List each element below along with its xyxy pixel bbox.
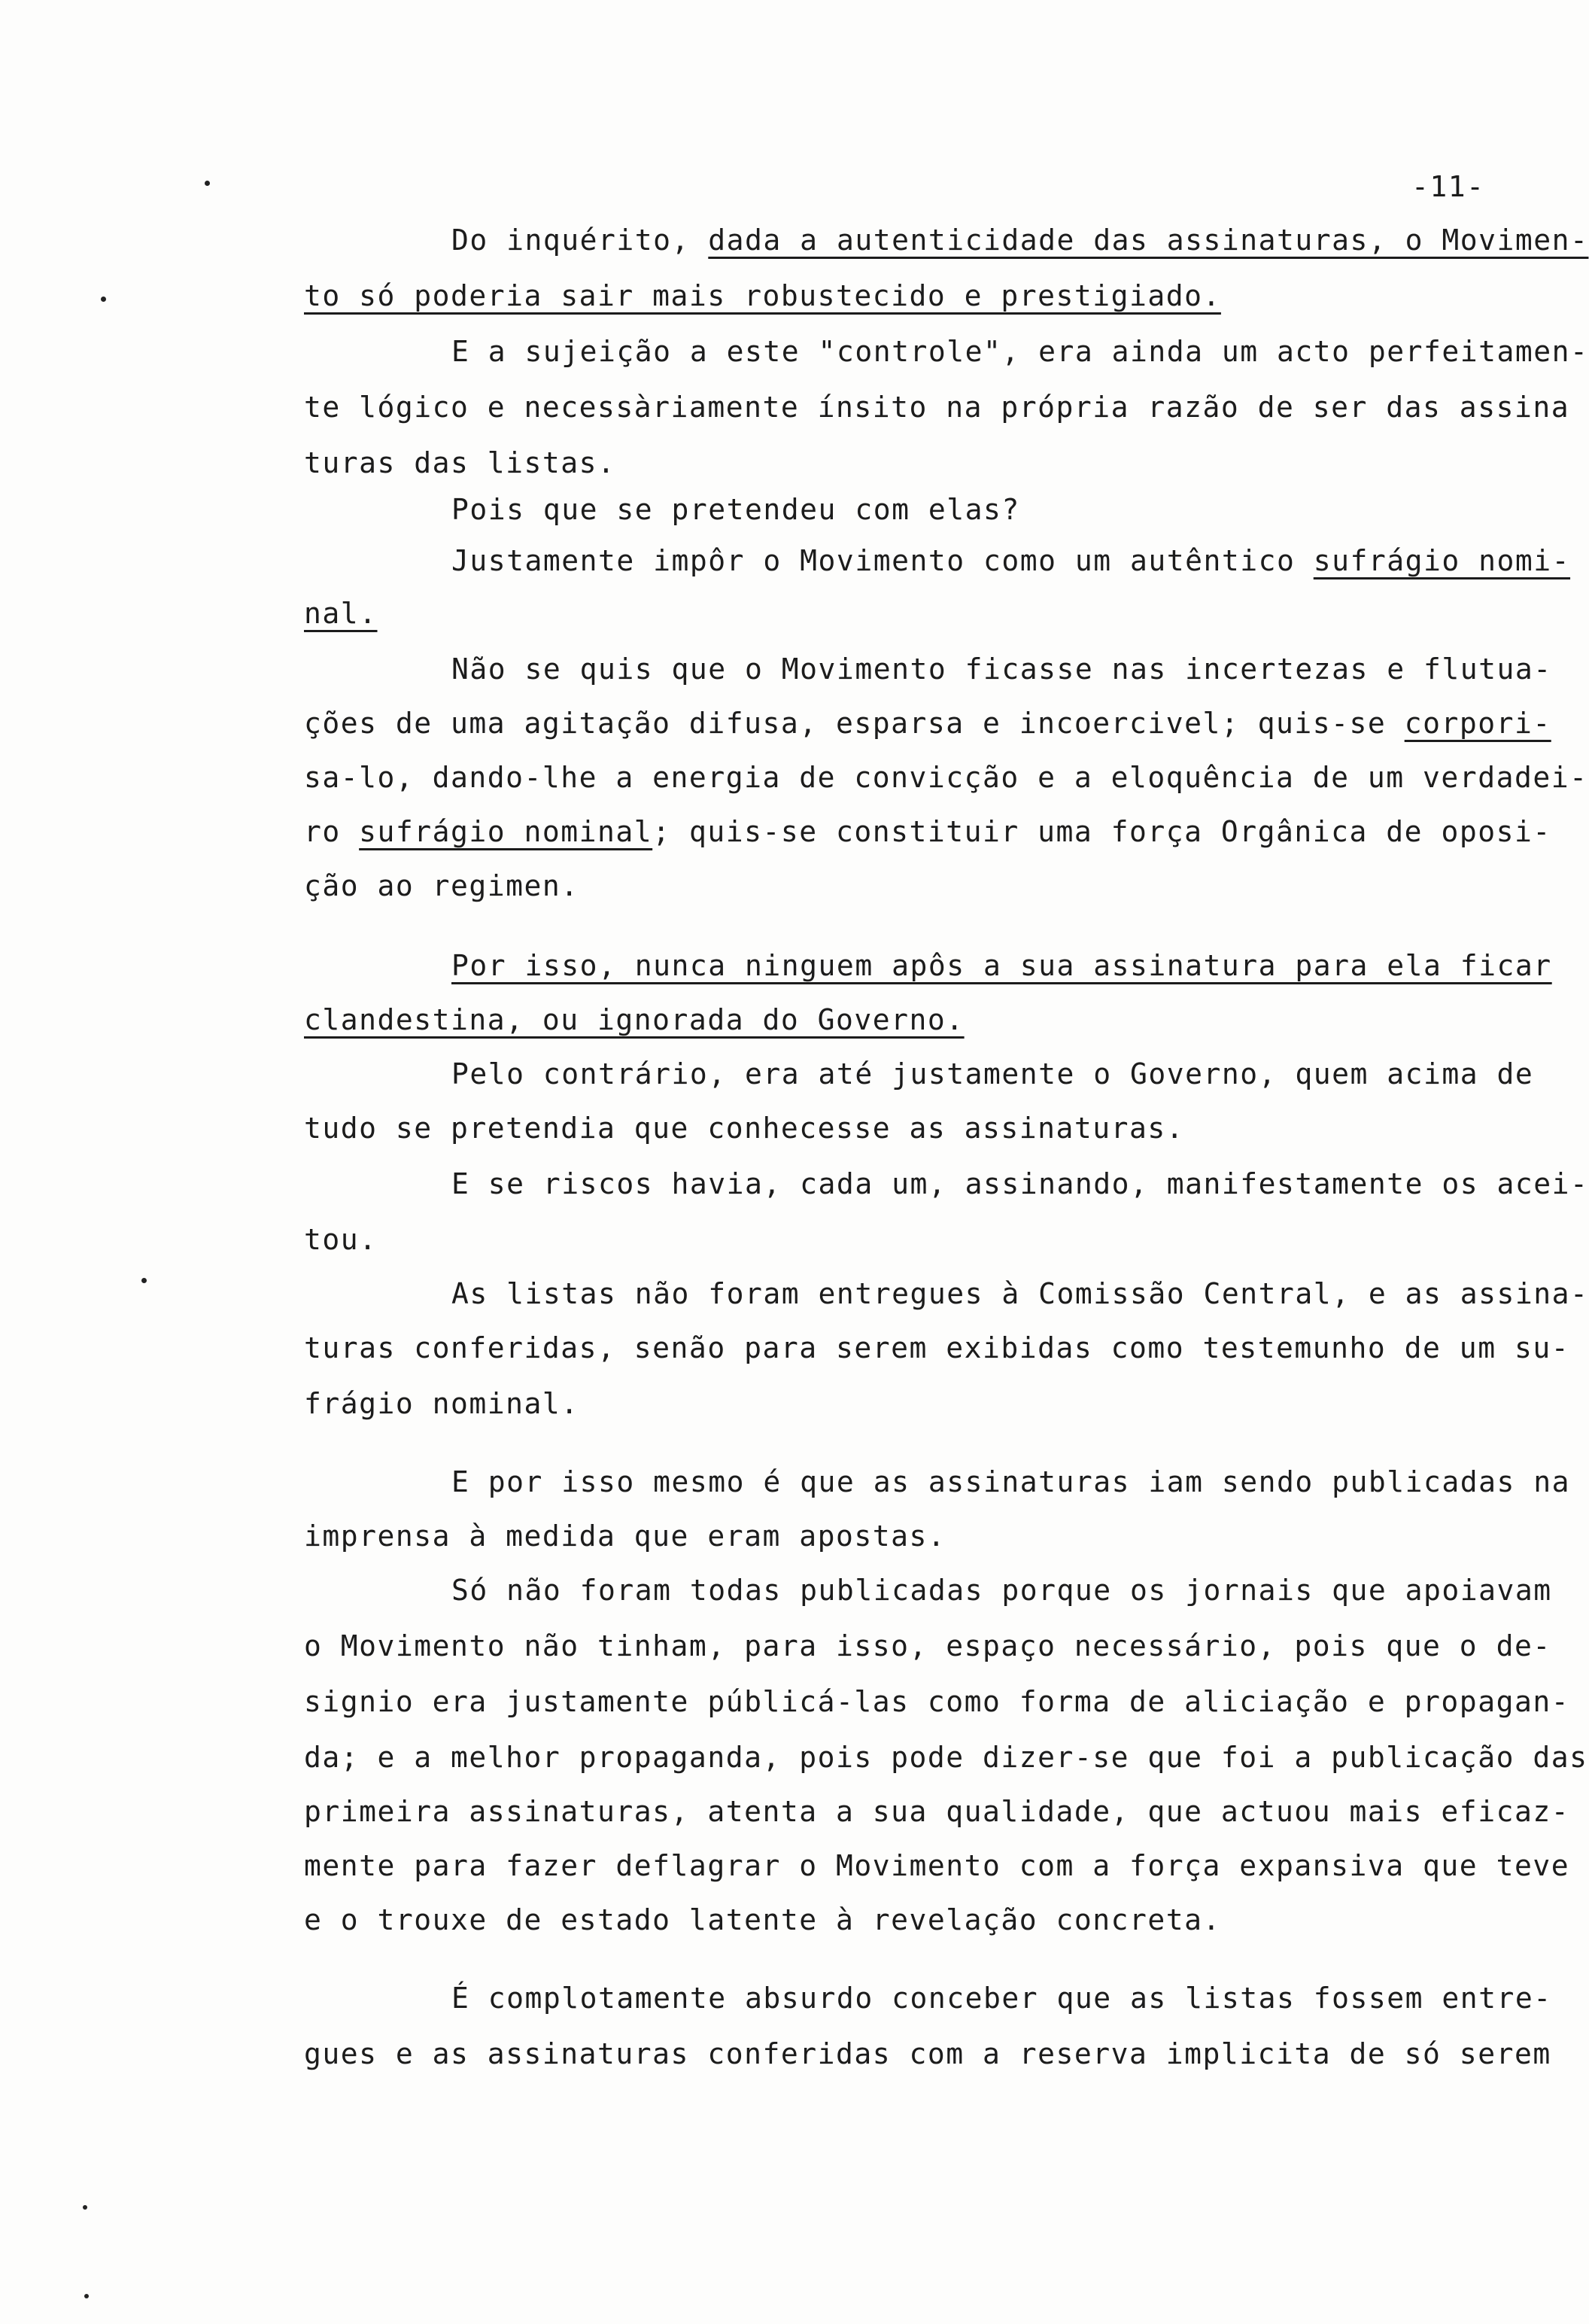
text-segment: signio era justamente públicá-las como forma de aliciação e propagan- <box>304 1685 1570 1718</box>
text-segment: E por isso mesmo é que as assinaturas iam sendo publicadas na <box>451 1465 1571 1498</box>
underlined-text: sufrágio nominal <box>359 815 653 848</box>
text-line <box>304 1005 965 1034</box>
scan-speck <box>141 1278 147 1283</box>
text-segment: Só não foram todas publicadas porque os jornais que apoiavam <box>451 1574 1552 1607</box>
text-segment: gues e as assinaturas conferidas com a reserva implicita de só serem <box>304 2037 1551 2070</box>
text-line <box>304 446 616 479</box>
text-line <box>304 281 1221 310</box>
underlined-text: nal. <box>304 597 378 630</box>
text-segment: ções de uma agitação difusa, esparsa e incoercivel; quis-se <box>304 707 1405 740</box>
text-segment: tou. <box>304 1223 378 1256</box>
text-line <box>304 1519 946 1553</box>
text-line <box>304 599 378 628</box>
text-line <box>451 1167 1589 1200</box>
text-line <box>451 1279 1588 1308</box>
text-line <box>304 1225 378 1254</box>
text-line <box>304 1389 579 1418</box>
text-line <box>304 1903 1221 1936</box>
underlined-text: Por isso, nunca ninguem apôs a sua assinatura para ela ficar <box>451 949 1552 982</box>
text-line <box>304 1851 1569 1880</box>
scan-speck <box>84 2294 89 2298</box>
text-line <box>304 391 1570 424</box>
text-segment: mente para fazer deflagrar o Movimento com a força expansiva que teve <box>304 1849 1570 1882</box>
text-line <box>451 1465 1571 1498</box>
text-line <box>451 1982 1552 2015</box>
text-line <box>451 652 1552 686</box>
text-line <box>304 763 1587 792</box>
text-segment: turas das listas. <box>304 446 616 479</box>
underlined-text: to só poderia sair mais robustecido e prestigiado. <box>304 279 1221 312</box>
text-segment: tudo se pretendia que conhecesse as assinaturas. <box>304 1112 1185 1145</box>
text-segment: sa-lo, dando-lhe a energia de convicção e a eloquência de um verdadei- <box>304 761 1588 794</box>
text-segment: E se riscos havia, cada um, assinando, manifestamente os acei- <box>451 1167 1589 1200</box>
text-segment: As listas não foram entregues à Comissão Central, e as assina- <box>451 1277 1589 1310</box>
text-segment: ro <box>304 815 360 848</box>
page-number: -11- <box>1411 170 1485 203</box>
text-segment: E a sujeição a este "controle", era ainda um acto perfeitamen- <box>451 335 1589 368</box>
text-line <box>451 1576 1552 1605</box>
text-line <box>304 1112 1185 1145</box>
text-segment: da; e a melhor propaganda, pois pode dizer-se que foi a publicação das <box>304 1741 1588 1774</box>
text-line <box>451 1057 1534 1091</box>
scan-speck <box>205 181 210 186</box>
text-segment: primeira assinaturas, atenta a sua qualidade, que actuou mais eficaz- <box>304 1795 1570 1828</box>
text-line <box>304 869 579 902</box>
text-segment: ; quis-se constituir uma força Orgânica de oposi- <box>652 815 1551 848</box>
text-line <box>451 495 1020 524</box>
text-line <box>304 1797 1569 1826</box>
text-segment: te lógico e necessàriamente ínsito na própria razão de ser das assina <box>304 391 1570 424</box>
text-segment: turas conferidas, senão para serem exibidas como testemunho de um su- <box>304 1331 1570 1364</box>
text-line <box>304 1629 1551 1662</box>
text-segment: Pois que se pretendeu com elas? <box>451 493 1020 526</box>
underlined-text: sufrágio nomi- <box>1313 544 1571 577</box>
text-line <box>304 2037 1551 2070</box>
text-segment: Pelo contrário, era até justamente o Governo, quem acima de <box>451 1057 1534 1091</box>
scan-speck <box>83 2205 87 2210</box>
text-line <box>451 224 1589 257</box>
text-line <box>451 546 1570 575</box>
text-line <box>304 1331 1570 1364</box>
text-line <box>304 1743 1587 1772</box>
text-line <box>451 951 1552 980</box>
text-line <box>304 709 1551 738</box>
text-line <box>304 1687 1569 1716</box>
text-segment: É complotamente absurdo conceber que as listas fossem entre- <box>451 1982 1552 2015</box>
text-segment: imprensa à medida que eram apostas. <box>304 1519 946 1553</box>
text-segment: e o trouxe de estado latente à revelação concreta. <box>304 1903 1221 1936</box>
underlined-text: corpori- <box>1404 707 1551 740</box>
text-segment: ção ao regimen. <box>304 869 579 902</box>
scan-speck <box>101 297 106 302</box>
text-segment: Justamente impôr o Movimento como um autêntico <box>451 544 1314 577</box>
text-line <box>304 817 1551 846</box>
text-segment: Do inquérito, <box>451 224 709 257</box>
text-segment: o Movimento não tinham, para isso, espaço necessário, pois que o de- <box>304 1629 1551 1662</box>
underlined-text: clandestina, ou ignorada do Governo. <box>304 1003 965 1036</box>
underlined-text: dada a autenticidade das assinaturas, o Movimen- <box>708 224 1589 257</box>
text-segment: Não se quis que o Movimento ficasse nas incertezas e flutua- <box>451 652 1552 686</box>
text-segment: frágio nominal. <box>304 1387 579 1420</box>
text-line <box>451 337 1588 366</box>
